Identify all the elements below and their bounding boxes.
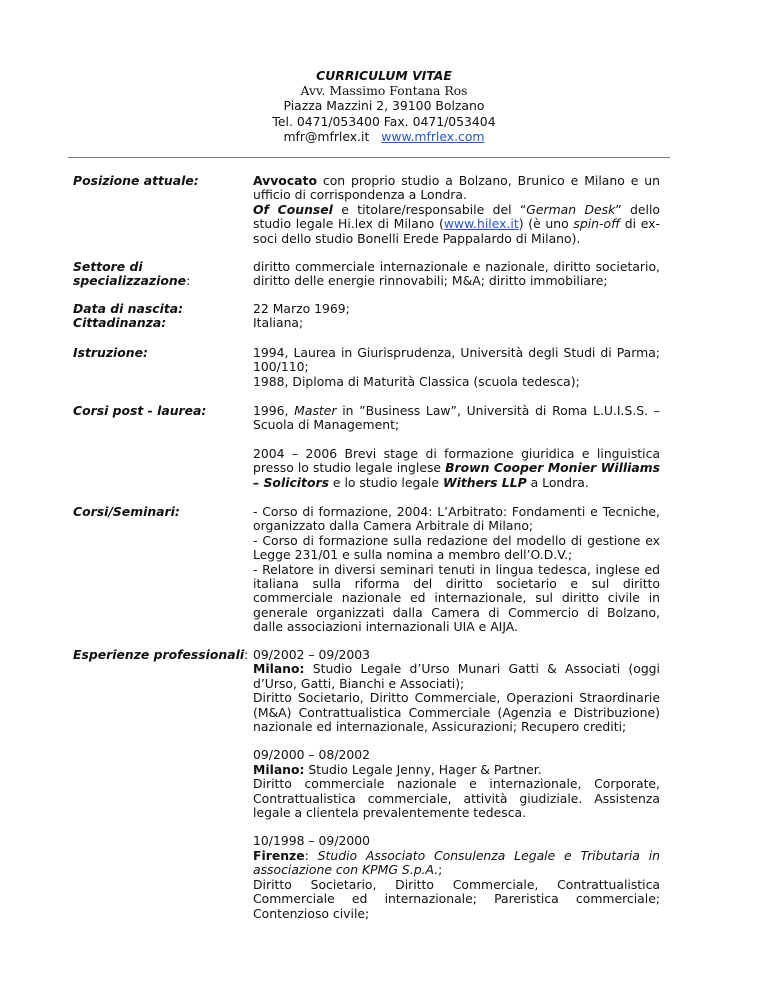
- section-label-seminari: Corsi/Seminari:: [73, 504, 180, 519]
- section-label-posizione: Posizione attuale:: [73, 173, 199, 188]
- experience-firm: Milano: Studio Legale Jenny, Hager & Partner.: [253, 761, 542, 777]
- section-label-nascita: [73, 302, 253, 331]
- section-seminari: [253, 505, 660, 635]
- posizione-text-1: Avvocato con proprio studio a Bolzano, Brunico e Milano e un ufficio di corrispondenza a Londra.: [253, 173, 660, 203]
- seminari-item-1: - Corso di formazione, 2004: L’Arbitrato: Fondamenti e Tecniche, organizzato dalla Camera Arbitrale di Milano;: [253, 504, 660, 534]
- label-cittadinanza: Cittadinanza:: [73, 315, 167, 331]
- section-corsi-post: [253, 404, 660, 490]
- section-settore: [253, 260, 660, 289]
- section-label-esperienze: Esperienze professionali:: [73, 647, 249, 662]
- istruzione-laurea: 1994, Laurea in Giurisprudenza, Università degli Studi di Parma; 100/110;: [253, 345, 660, 375]
- header-divider: [68, 157, 670, 158]
- data-nascita-value: 22 Marzo 1969;: [253, 301, 350, 316]
- section-label-settore: Settore di specializzazione:: [73, 259, 191, 289]
- section-esperienze: [253, 648, 660, 921]
- author-email: mfr@mfrlex.it: [283, 128, 370, 144]
- settore-text: diritto commerciale internazionale e nazionale, diritto societario, diritto delle energie rinnovabili; M&A; diritto immobiliare;: [253, 259, 660, 289]
- seminari-item-2: - Corso di formazione sulla redazione del modello di gestione ex Legge 231/01 e sulla nomina a membro dell’O.D.V.;: [253, 532, 660, 563]
- experience-firm: Firenze: Studio Associato Consulenza Legale e Tributaria in associazione con KPMG S.p.A.;: [253, 847, 660, 878]
- experience-entry: [253, 748, 660, 820]
- experience-description: Diritto Societario, Diritto Commerciale, Operazioni Straordinarie (M&A) Contrattualistica Commerciale (Agenzia e Distribuzione) nazionale ed internazionale, Assicurazioni; Recupero crediti;: [253, 690, 660, 735]
- experience-period: 09/2000 – 08/2002: [253, 747, 371, 763]
- section-nascita: [253, 302, 660, 331]
- author-name: Avv. Massimo Fontana Ros: [300, 83, 468, 99]
- corsi-post-master: 1996, Master in ”Business Law”, Università di Roma L.U.I.S.S. – Scuola di Management;: [253, 403, 660, 433]
- author-website-link[interactable]: www.mfrlex.com: [381, 128, 485, 144]
- experience-period: 10/1998 – 09/2000: [253, 833, 371, 849]
- author-phone: Tel. 0471/053400 Fax. 0471/053404: [272, 113, 496, 129]
- section-label-corsi-post: Corsi post - laurea:: [73, 403, 207, 418]
- experience-firm: Milano: Studio Legale d’Urso Munari Gatti & Associati (oggi d’Urso, Gatti, Bianchi e Associati);: [253, 661, 660, 691]
- experience-description: Diritto commerciale nazionale e internazionale, Corporate, Contrattualistica commerciale, attività giudiziale. Assistenza legale a clientela prevalentemente tedesca.: [253, 776, 660, 821]
- author-address: Piazza Mazzini 2, 39100 Bolzano: [283, 98, 485, 114]
- section-posizione: [253, 174, 660, 246]
- posizione-text-2: Of Counsel e titolare/responsabile del “German Desk” dello studio legale Hi.lex di Milano (www.hilex.it) (è uno spin-off di ex-soci dello studio Bonelli Erede Pappalardo di Milano).: [253, 201, 660, 246]
- experience-period: 09/2002 – 09/2003: [253, 647, 371, 662]
- cv-header: [0, 68, 768, 144]
- cv-title: CURRICULUM VITAE: [316, 68, 452, 83]
- experience-description: Diritto Societario, Diritto Commerciale, Contrattualistica Commerciale ed internazionale; Pareristica commerciale; Contenzioso civile;: [253, 876, 660, 921]
- experience-entry: [253, 834, 660, 920]
- cittadinanza-value: Italiana;: [253, 315, 304, 331]
- hilex-link[interactable]: www.hilex.it: [443, 216, 519, 232]
- experience-entry: [253, 648, 660, 734]
- label-data-nascita: Data di nascita:: [73, 301, 184, 316]
- seminari-item-3: - Relatore in diversi seminari tenuti in lingua tedesca, inglese ed italiana sulla riforma del diritto societario e sul diritto commerciale nazionale ed internazionale, sul diritto civile in generale organizzati dalla Camera di Commercio di Bolzano, dalle associazioni internazionali UIA e AIJA.: [253, 561, 660, 635]
- istruzione-diploma: 1988, Diploma di Maturità Classica (scuola tedesca);: [253, 373, 580, 389]
- section-label-istruzione: Istruzione:: [73, 345, 148, 360]
- section-istruzione: [253, 346, 660, 389]
- corsi-post-stage: 2004 – 2006 Brevi stage di formazione giuridica e linguistica presso lo studio legale inglese Brown Cooper Monier Williams – Solicitors e lo studio legale Withers LLP a Londra.: [253, 445, 660, 490]
- author-contacts: [0, 129, 768, 144]
